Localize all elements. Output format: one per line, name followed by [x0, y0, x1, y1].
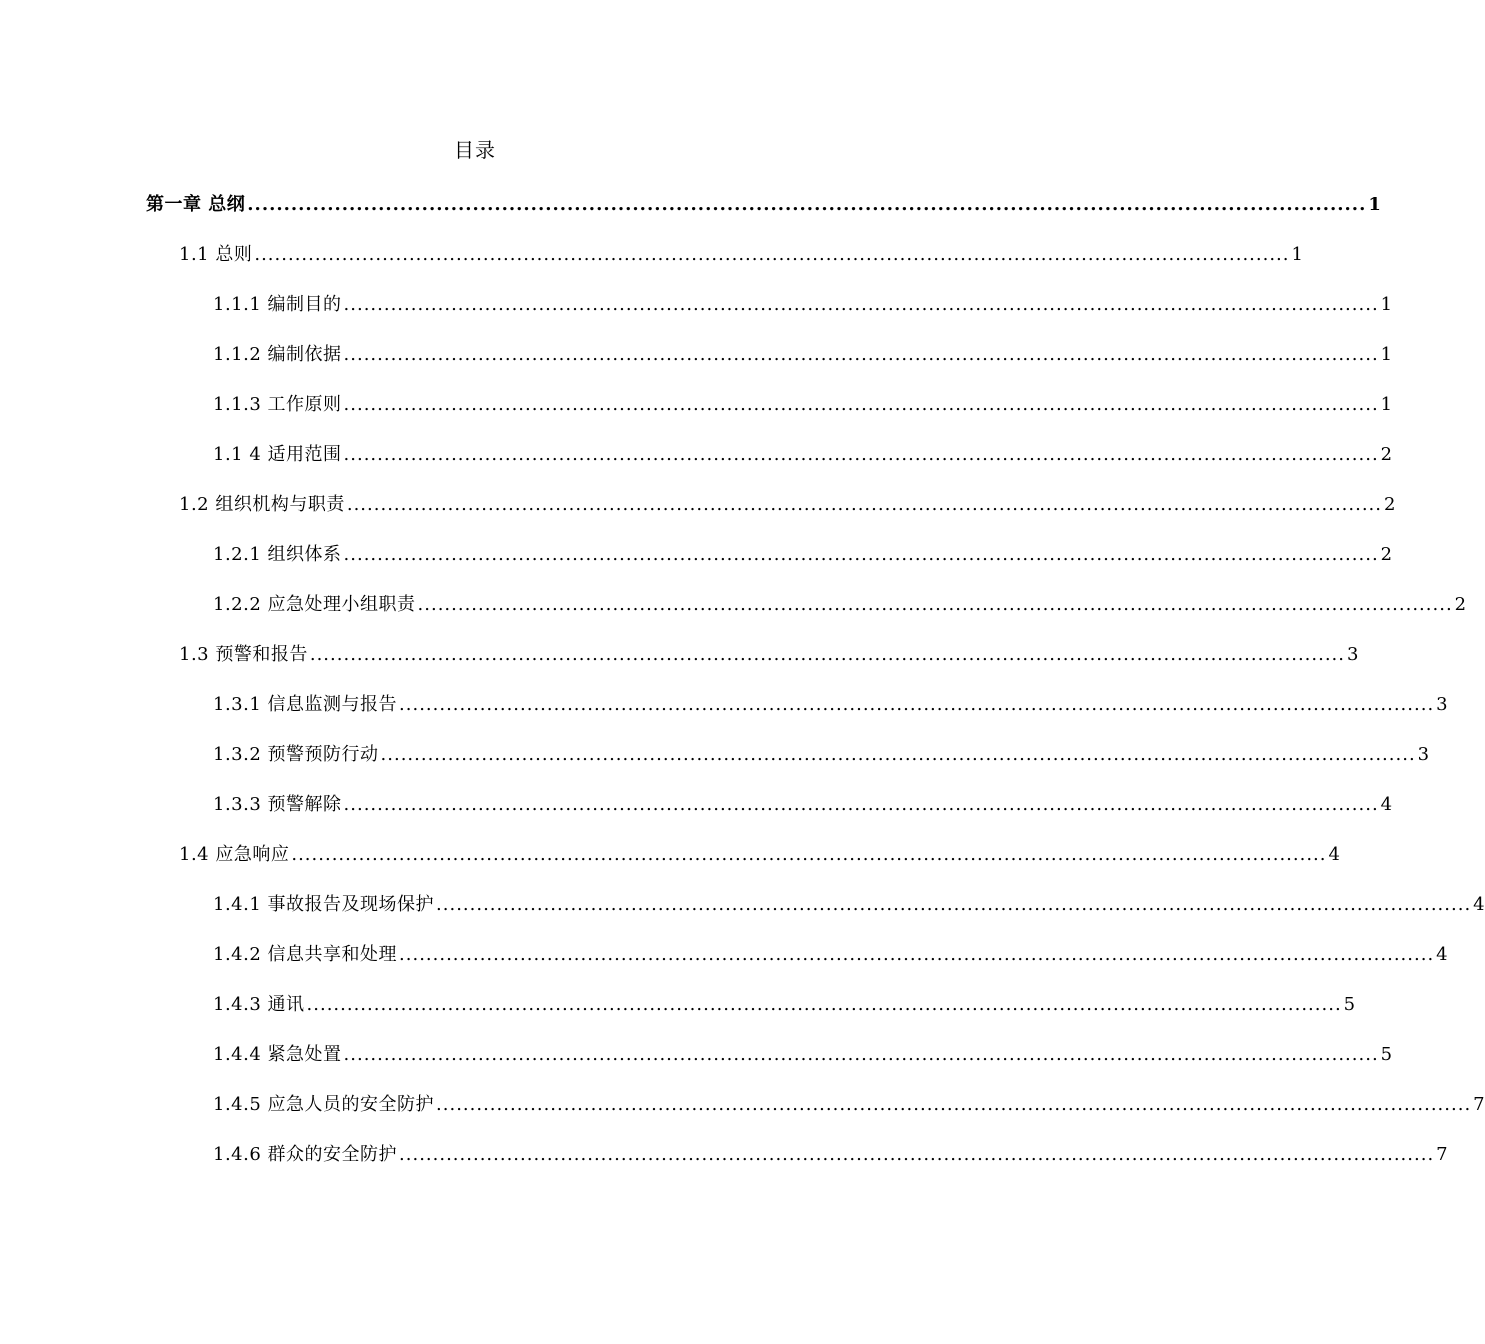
- toc-dot-leader: ..........................................................................................................................................................: [343, 344, 1379, 365]
- toc-entry-1-3-1[interactable]: [213, 690, 1448, 720]
- toc-dot-leader: ..........................................................................................................................................................: [343, 1044, 1379, 1065]
- toc-page-number: 1: [1380, 294, 1393, 315]
- toc-page-number: 1: [1368, 194, 1381, 215]
- toc-dot-leader: ..........................................................................................................................................................: [399, 944, 1435, 965]
- toc-dot-leader: ..........................................................................................................................................................: [343, 544, 1379, 565]
- toc-entry-text: 1.3.1 信息监测与报告: [213, 694, 398, 715]
- toc-page-number: 1: [1291, 244, 1303, 265]
- toc-dot-leader: ..........................................................................................................................................................: [306, 994, 1342, 1015]
- toc-page-number: 2: [1384, 494, 1396, 515]
- toc-entry-1-1-4[interactable]: [213, 440, 1393, 470]
- toc-entry-1-3[interactable]: [179, 640, 1359, 670]
- toc-entry-text: 1.2.1 组织体系: [213, 544, 342, 565]
- toc-dot-leader: ..........................................................................................................................................................: [436, 1094, 1472, 1115]
- toc-entry-text: 1.1.1 编制目的: [213, 294, 342, 315]
- toc-entry-text: 1.4.3 通讯: [213, 994, 305, 1015]
- toc-dot-leader: ..........................................................................................................................................................: [291, 844, 1327, 865]
- toc-page-number: 5: [1380, 1044, 1393, 1065]
- toc-entry-text: 1.3.3 预警解除: [213, 794, 342, 815]
- toc-entry-text: 1.1.3 工作原则: [213, 394, 342, 415]
- toc-entry-1-4-3[interactable]: [213, 990, 1356, 1020]
- toc-dot-leader: ..........................................................................................................................................................: [343, 394, 1379, 415]
- toc-entry-chapter-1[interactable]: [146, 190, 1381, 220]
- toc-dot-leader: ..........................................................................................................................................................: [309, 644, 1345, 665]
- toc-entry-1-1-1[interactable]: [213, 290, 1393, 320]
- toc-entry-1-4-1[interactable]: [213, 890, 1485, 920]
- toc-entry-1-4-4[interactable]: [213, 1040, 1393, 1070]
- toc-entry-1-2-1[interactable]: [213, 540, 1393, 570]
- toc-dot-leader: ..........................................................................................................................................................: [254, 244, 1290, 265]
- toc-dot-leader: ..........................................................................................................................................................: [343, 444, 1379, 465]
- toc-entry-text: 1.4.6 群众的安全防护: [213, 1144, 398, 1165]
- toc-title: 目录: [454, 138, 496, 162]
- toc-dot-leader: ..........................................................................................................................................................: [247, 194, 1367, 215]
- toc-page-number: 3: [1347, 644, 1359, 665]
- toc-dot-leader: ..........................................................................................................................................................: [343, 794, 1379, 815]
- toc-entry-1-1[interactable]: [179, 240, 1303, 270]
- toc-entry-text: 1.1.2 编制依据: [213, 344, 342, 365]
- toc-page-number: 7: [1436, 1144, 1448, 1165]
- toc-page-number: 3: [1436, 694, 1448, 715]
- toc-entry-1-4-5[interactable]: [213, 1090, 1485, 1120]
- toc-page-number: 2: [1380, 544, 1393, 565]
- toc-entry-text: 1.2.2 应急处理小组职责: [213, 594, 416, 615]
- toc-entry-1-4[interactable]: [179, 840, 1340, 870]
- toc-page-number: 1: [1380, 344, 1393, 365]
- toc-page-number: 2: [1380, 444, 1393, 465]
- toc-page-number: 4: [1436, 944, 1448, 965]
- toc-entry-text: 1.4.4 紧急处置: [213, 1044, 342, 1065]
- toc-page-number: 5: [1343, 994, 1356, 1015]
- toc-entry-text: 1.4.1 事故报告及现场保护: [213, 894, 435, 915]
- toc-dot-leader: ..........................................................................................................................................................: [380, 744, 1416, 765]
- toc-dot-leader: ..........................................................................................................................................................: [417, 594, 1453, 615]
- toc-dot-leader: ..........................................................................................................................................................: [346, 494, 1382, 515]
- toc-entry-text: 1.3 预警和报告: [179, 644, 308, 665]
- toc-dot-leader: ..........................................................................................................................................................: [399, 1144, 1435, 1165]
- toc-dot-leader: ..........................................................................................................................................................: [399, 694, 1435, 715]
- toc-entry-text: 1.4 应急响应: [179, 844, 290, 865]
- toc-entry-text: 1.1 4 适用范围: [213, 444, 342, 465]
- toc-page-number: 1: [1380, 394, 1393, 415]
- toc-page-number: 4: [1473, 894, 1485, 915]
- toc-entry-text: 第一章 总纲: [146, 194, 246, 215]
- toc-page-number: 4: [1380, 794, 1393, 815]
- toc-entry-1-1-2[interactable]: [213, 340, 1393, 370]
- toc-entry-text: 1.2 组织机构与职责: [179, 494, 345, 515]
- toc-entry-1-3-2[interactable]: [213, 740, 1430, 770]
- toc-entry-text: 1.1 总则: [179, 244, 253, 265]
- toc-entry-text: 1.4.2 信息共享和处理: [213, 944, 398, 965]
- toc-page-number: 7: [1473, 1094, 1485, 1115]
- toc-entry-1-4-6[interactable]: [213, 1140, 1448, 1170]
- toc-entry-1-1-3[interactable]: [213, 390, 1393, 420]
- toc-page-number: 2: [1454, 594, 1467, 615]
- toc-entry-text: 1.3.2 预警预防行动: [213, 744, 379, 765]
- toc-entry-text: 1.4.5 应急人员的安全防护: [213, 1094, 435, 1115]
- toc-dot-leader: ..........................................................................................................................................................: [343, 294, 1379, 315]
- toc-entry-1-3-3[interactable]: [213, 790, 1393, 820]
- toc-page-number: 3: [1417, 744, 1430, 765]
- toc-entry-1-2[interactable]: [179, 490, 1396, 520]
- toc-entry-1-2-2[interactable]: [213, 590, 1467, 620]
- toc-page-number: 4: [1328, 844, 1340, 865]
- toc-entry-1-4-2[interactable]: [213, 940, 1448, 970]
- toc-dot-leader: ..........................................................................................................................................................: [436, 894, 1472, 915]
